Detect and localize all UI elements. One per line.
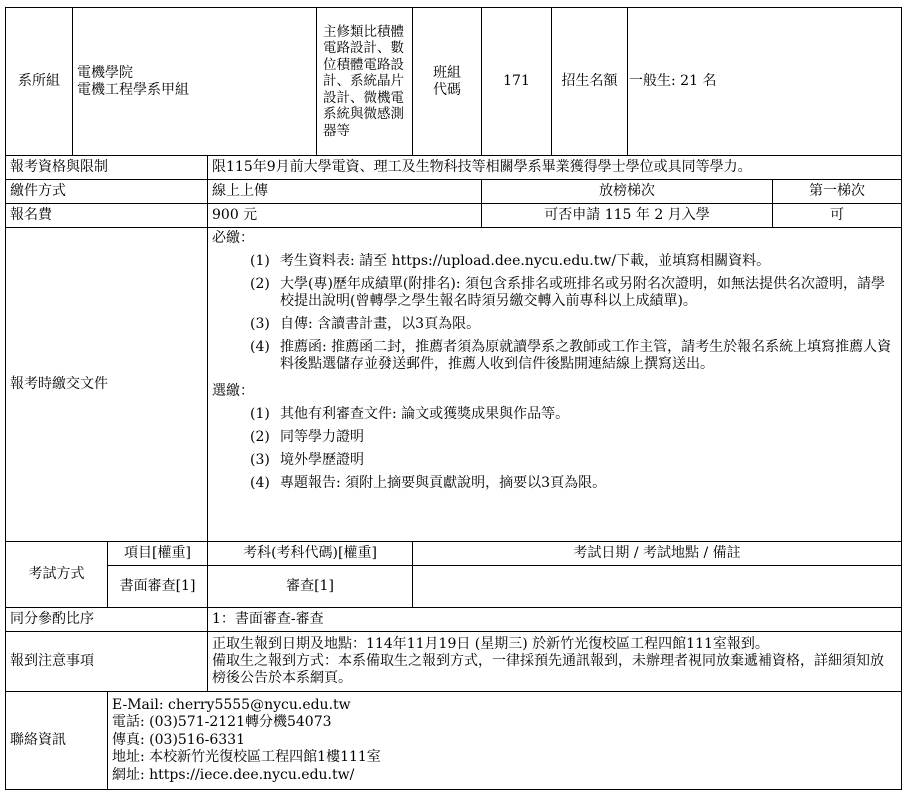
release-stage-label: 放榜梯次 — [482, 180, 773, 204]
quota-label: 招生名額 — [552, 8, 628, 156]
submission-value: 線上上傳 — [208, 180, 482, 204]
item-text: 推薦函: 推薦函二封，推薦者須為原就讀學系之教師或工作主管，請考生於報名系統上填寫推薦人資料後點選儲存並發送郵件，推薦人收到信件後點開連結線上撰寫送出。 — [280, 339, 892, 372]
eligibility-label: 報考資格與限制 — [6, 156, 208, 180]
dept-label: 系所組 — [6, 8, 73, 156]
exam-data-row — [6, 566, 902, 608]
contact-email: E-Mail: cherry5555@nycu.edu.tw — [112, 696, 351, 713]
submission-label: 繳件方式 — [6, 180, 208, 204]
required-item — [250, 339, 897, 373]
optional-item — [250, 406, 897, 423]
report-label: 報到注意事項 — [6, 632, 208, 692]
exam-header-row — [6, 542, 902, 566]
fee-value: 900 元 — [208, 204, 482, 228]
tie-break-label: 同分參酌比序 — [6, 608, 208, 632]
contact-fax: 傳真: (03)516-6331 — [112, 731, 245, 748]
exam-item: 書面審查[1] — [108, 566, 208, 608]
exam-col-item: 項目[權重] — [108, 542, 208, 566]
item-text: 考生資料表: 請至 https://upload.dee.nycu.edu.tw/下載，並填寫相關資料。 — [280, 253, 771, 269]
required-item — [250, 276, 897, 310]
contact-address: 地址: 本校新竹光復校區工程四館1樓111室 — [112, 749, 381, 766]
tie-break-value: 1：書面審查-審查 — [208, 608, 902, 632]
item-text: 同等學力證明 — [280, 429, 364, 445]
report-cell — [208, 632, 902, 692]
quota-value: 一般生: 21 名 — [628, 8, 902, 156]
feb-entry-label: 可否申請 115 年 2 月入學 — [482, 204, 773, 228]
item-number: (3) — [250, 452, 270, 468]
eligibility-row — [6, 156, 902, 180]
item-number: (1) — [250, 406, 270, 422]
item-number: (2) — [250, 429, 270, 445]
header-row — [6, 8, 902, 156]
eligibility-value: 限115年9月前大學電資、理工及生物科技等相關學系畢業獲得學士學位或具同等學力。 — [208, 156, 902, 180]
feb-entry-value: 可 — [773, 204, 902, 228]
tie-break-row — [6, 608, 902, 632]
contact-cell — [108, 692, 902, 790]
contact-label: 聯絡資訊 — [6, 692, 108, 790]
item-text: 專題報告: 須附上摘要與貢獻說明，摘要以3頁為限。 — [280, 475, 607, 491]
report-row — [6, 632, 902, 692]
optional-label: 選繳： — [212, 383, 254, 399]
exam-subject: 審查[1] — [208, 566, 413, 608]
contact-website: 網址: https://iece.dee.nycu.edu.tw/ — [112, 766, 355, 783]
required-label: 必繳： — [212, 230, 254, 246]
optional-item — [250, 475, 897, 492]
required-list — [212, 253, 897, 373]
optional-list — [212, 406, 897, 492]
release-stage-value: 第一梯次 — [773, 180, 902, 204]
dept-group-name: 電機工程學系甲組 — [77, 81, 189, 98]
college-name: 電機學院 — [77, 64, 133, 81]
class-code: 171 — [482, 8, 552, 156]
documents-cell — [208, 228, 902, 542]
item-text: 境外學歷證明 — [280, 452, 364, 468]
item-text: 其他有利審查文件: 論文或獲獎成果與作品等。 — [280, 406, 570, 422]
report-line-regular: 正取生報到日期及地點：114年11月19日 (星期三) 於新竹光復校區工程四館111室報到。 — [212, 636, 769, 652]
item-number: (1) — [250, 253, 270, 269]
exam-col-date: 考試日期 / 考試地點 / 備註 — [413, 542, 902, 566]
item-number: (4) — [250, 339, 270, 355]
optional-item — [250, 429, 897, 446]
report-line-waitlist: 備取生之報到方式：本系備取生之報到方式，一律採預先通訊報到，未辦理者視同放棄遞補資格，詳細須知放榜後公告於本系網頁。 — [212, 653, 884, 686]
exam-date — [413, 566, 902, 608]
major-courses: 主修類比積體電路設計、數位積體電路設計、系統晶片設計、微機電系統與微感測器等 — [317, 8, 413, 156]
class-code-label: 班組代碼 — [413, 8, 482, 156]
contact-phone: 電話: (03)571-2121轉分機54073 — [112, 714, 332, 731]
documents-label: 報考時繳交文件 — [6, 228, 208, 542]
exam-col-subject: 考科(考科代碼)[權重] — [208, 542, 413, 566]
submission-row — [6, 180, 902, 204]
item-text: 大學(專)歷年成績單(附排名): 須包含系排名或班排名或另附名次證明，如無法提供名次證明，請學校提出說明(曾轉學之學生報名時須另繳交轉入前專科以上成績單)。 — [280, 276, 886, 309]
admission-table — [5, 7, 902, 790]
item-number: (2) — [250, 276, 270, 292]
item-number: (3) — [250, 316, 270, 332]
required-item — [250, 253, 897, 270]
exam-label: 考試方式 — [6, 542, 108, 608]
contact-row — [6, 692, 902, 790]
dept-cell — [73, 8, 317, 156]
item-number: (4) — [250, 475, 270, 491]
documents-row — [6, 228, 902, 542]
fee-label: 報名費 — [6, 204, 208, 228]
required-item — [250, 316, 897, 333]
optional-item — [250, 452, 897, 469]
fee-row — [6, 204, 902, 228]
item-text: 自傳: 含讀書計畫，以3頁為限。 — [280, 316, 481, 332]
